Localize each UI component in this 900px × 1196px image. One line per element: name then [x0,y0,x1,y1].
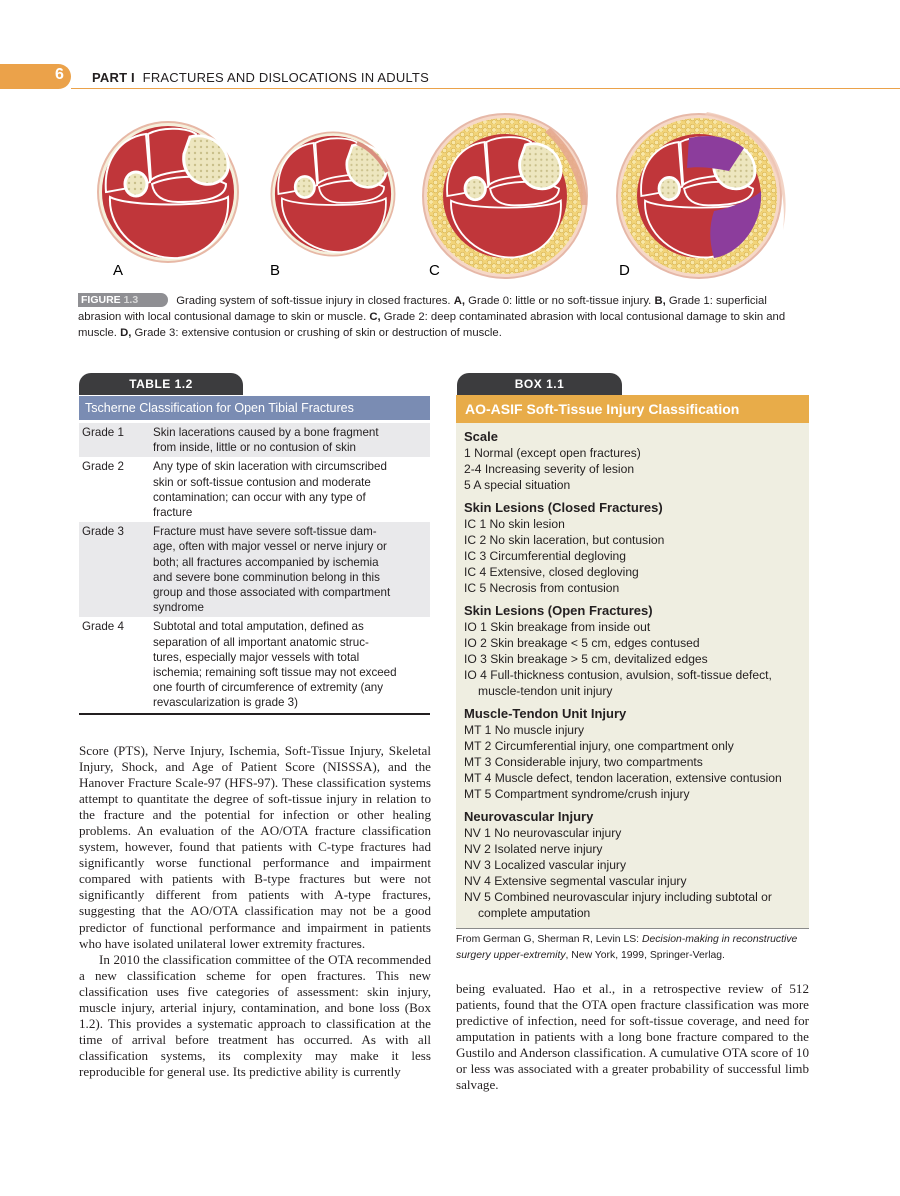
table-bottom-rule [79,713,430,715]
box-item: MT 2 Circumferential injury, one compartment only [464,739,734,753]
table-row [79,457,430,522]
table-description [153,524,430,615]
box-item: MT 1 No muscle injury [464,723,585,737]
table-description-line: Skin lacerations caused by a bone fragment [153,426,379,439]
header-rule [71,88,900,89]
table-description-line: separation of all important anatomic struc- [153,635,369,649]
table-description-line: and severe bone comminution belong in this [153,570,380,584]
page-number: 6 [55,66,64,83]
table-grade: Grade 3 [82,525,124,539]
table-title: Tscherne Classification for Open Tibial Fractures [79,396,430,420]
table-description [153,619,430,710]
box-item: NV 1 No neurovascular injury [464,826,622,840]
box-section-heading: Scale [464,429,498,444]
figure-1-3 [95,110,815,285]
box-item: 5 A special situation [464,478,571,492]
caption-segment: D, [120,327,132,339]
running-header [92,70,429,85]
box-item: 2-4 Increasing severity of lesion [464,462,635,476]
table-description-line: Any type of skin laceration with circumscribed [153,460,387,474]
box-item: MT 3 Considerable injury, two compartments [464,755,703,769]
box-section-heading: Skin Lesions (Open Fractures) [464,603,653,618]
table-description-line: Subtotal and total amputation, defined as [153,620,364,634]
body-paragraph: In 2010 the classification committee of the OTA recommended a new classification scheme for open fractures. This new classification uses five categories of assessment: skin injury, muscle injury, arterial injury, contamination, and bone loss (Box 1.2). This provides a systematic approach to classification at the time of arrival before treatment has occurred. As with all classification systems, its complexity may make it less reproducible for general use. Its predictive ability is currently [79,951,431,1079]
panel-label-a: A [113,262,124,279]
box-title: AO-ASIF Soft-Tissue Injury Classification [456,395,809,423]
leg-cross-sections [95,110,815,285]
table-description-line: both; all fractures accompanied by ischemia [153,555,379,569]
body-paragraph: Score (PTS), Nerve Injury, Ischemia, Soft-Tissue Injury, Skeletal Injury, Shock, and Age of Patient Score (NISSSA), and the Hanover Fracture Scale-97 (HFS-97). These classification systems attempt to quantitate the degree of soft-tissue injury in relation to the fracture and the potential for infection or other healing problems. An evaluation of the AO/OTA fracture classification system, however, found that patients with C-type fractures had significantly worse functional performance and impairment compared with patients with B-type fractures but were not significantly different from patients with A-type fractures, suggesting that the AO/OTA classification may not be a good predictor of functional performance and impairment in patients who have isolated unilateral lower extremity fractures. [79,743,431,951]
body-column-left [79,743,431,1080]
box-item: MT 4 Muscle defect, tendon laceration, extensive contusion [464,771,782,785]
caption-segment: C, [369,311,381,323]
table-grade: Grade 4 [82,620,124,634]
caption-segment: B, [654,295,666,307]
box-item: NV 4 Extensive segmental vascular injury [464,874,687,888]
caption-segment: Grade 3: extensive contusion or crushing of skin or destruction of muscle. [131,327,502,339]
box-item: IC 5 Necrosis from contusion [464,581,620,595]
box-source-note: From German G, Sherman R, Levin LS: Decision-making in reconstructive surgery upper-extremity, New York, 1999, Springer-Verlag. [456,934,798,961]
box-tab: BOX 1.1 [457,373,622,395]
table-row [79,617,430,712]
box-item: IO 4 Full-thickness contusion, avulsion, soft-tissue defect, muscle-tendon unit injury [464,668,772,698]
box-item: NV 3 Localized vascular injury [464,858,626,872]
table-description-line: contamination; can occur with any type of [153,490,366,504]
table-description-line: tures, especially major vessels with total [153,650,360,664]
body-column-right [456,981,809,1093]
table-description-line: one fourth of circumference of extremity (any [153,681,384,695]
box-item: 1 Normal (except open fractures) [464,446,641,460]
table-description-line: skin or soft-tissue contusion and moderate [153,475,371,489]
table-description-line: group and those associated with compartment [153,586,391,600]
table-grade: Grade 2 [82,460,124,474]
caption-text [78,295,785,339]
caption-segment: Grading system of soft-tissue injury in closed fractures. [176,295,454,307]
table-description [153,459,430,520]
table-description-line: fracture [153,506,193,520]
table-tab: TABLE 1.2 [79,373,243,395]
box-item: IC 4 Extensive, closed degloving [464,565,639,579]
box-item: MT 5 Compartment syndrome/crush injury [464,787,690,801]
caption-segment: Grade 1: superficial abrasion with local contusional damage to skin or muscle. [78,295,767,323]
table-description [153,425,430,455]
box-item: IC 3 Circumferential degloving [464,549,626,563]
box-item: IO 1 Skin breakage from inside out [464,620,651,634]
box-item: IC 1 No skin lesion [464,517,565,531]
box-section-heading: Neurovascular Injury [464,809,594,824]
caption-segment: A, [453,295,466,307]
box-bottom-rule [456,928,809,929]
panel-label-d: D [619,262,630,279]
table-description-line: age, often with major vessel or nerve injury or [153,540,387,554]
figure-tag: FIGURE 1.3 [78,293,168,307]
panel-label-b: B [270,262,281,279]
box-item: IO 3 Skin breakage > 5 cm, devitalized edges [464,652,708,666]
figure-caption [78,293,811,341]
table-description-line: from inside, little or no contusion of skin [153,441,356,455]
ao-asif-classification-box [464,428,802,921]
body-paragraph: being evaluated. Hao et al., in a retrospective review of 512 patients, found that the OTA open fracture classification was more predictive of infection, need for soft-tissue coverage, and need for amputation in patients with a long bone fracture compared to the Gustilo and Anderson classification. A cumulative OTA score of 10 or less was associated with a greater probability of successful limb salvage. [456,981,809,1093]
table-row [79,423,430,457]
part-label: PART I [92,70,135,85]
caption-segment: Grade 0: little or no soft-tissue injury. [465,295,655,307]
box-section-heading: Muscle-Tendon Unit Injury [464,706,627,721]
table-description-line: revascularization is grade 3) [153,696,298,710]
table-description-line: syndrome [153,601,204,615]
box-section-heading: Skin Lesions (Closed Fractures) [464,500,663,515]
panel-label-c: C [429,262,440,279]
caption-segment: Grade 2: deep contaminated abrasion with local contusional damage to skin and muscle. [78,311,786,339]
table-grade: Grade 1 [82,426,124,439]
tscherne-table [79,423,430,713]
chapter-title: FRACTURES AND DISLOCATIONS IN ADULTS [142,70,429,85]
box-item: NV 5 Combined neurovascular injury including subtotal or complete amputation [464,890,772,920]
box-item: IC 2 No skin laceration, but contusion [464,533,665,547]
table-description-line: Fracture must have severe soft-tissue dam- [153,525,377,539]
table-row [79,522,430,617]
box-item: NV 2 Isolated nerve injury [464,842,603,856]
box-item: IO 2 Skin breakage < 5 cm, edges contused [464,636,700,650]
table-description-line: ischemia; remaining soft tissue may not exceed [153,666,397,680]
